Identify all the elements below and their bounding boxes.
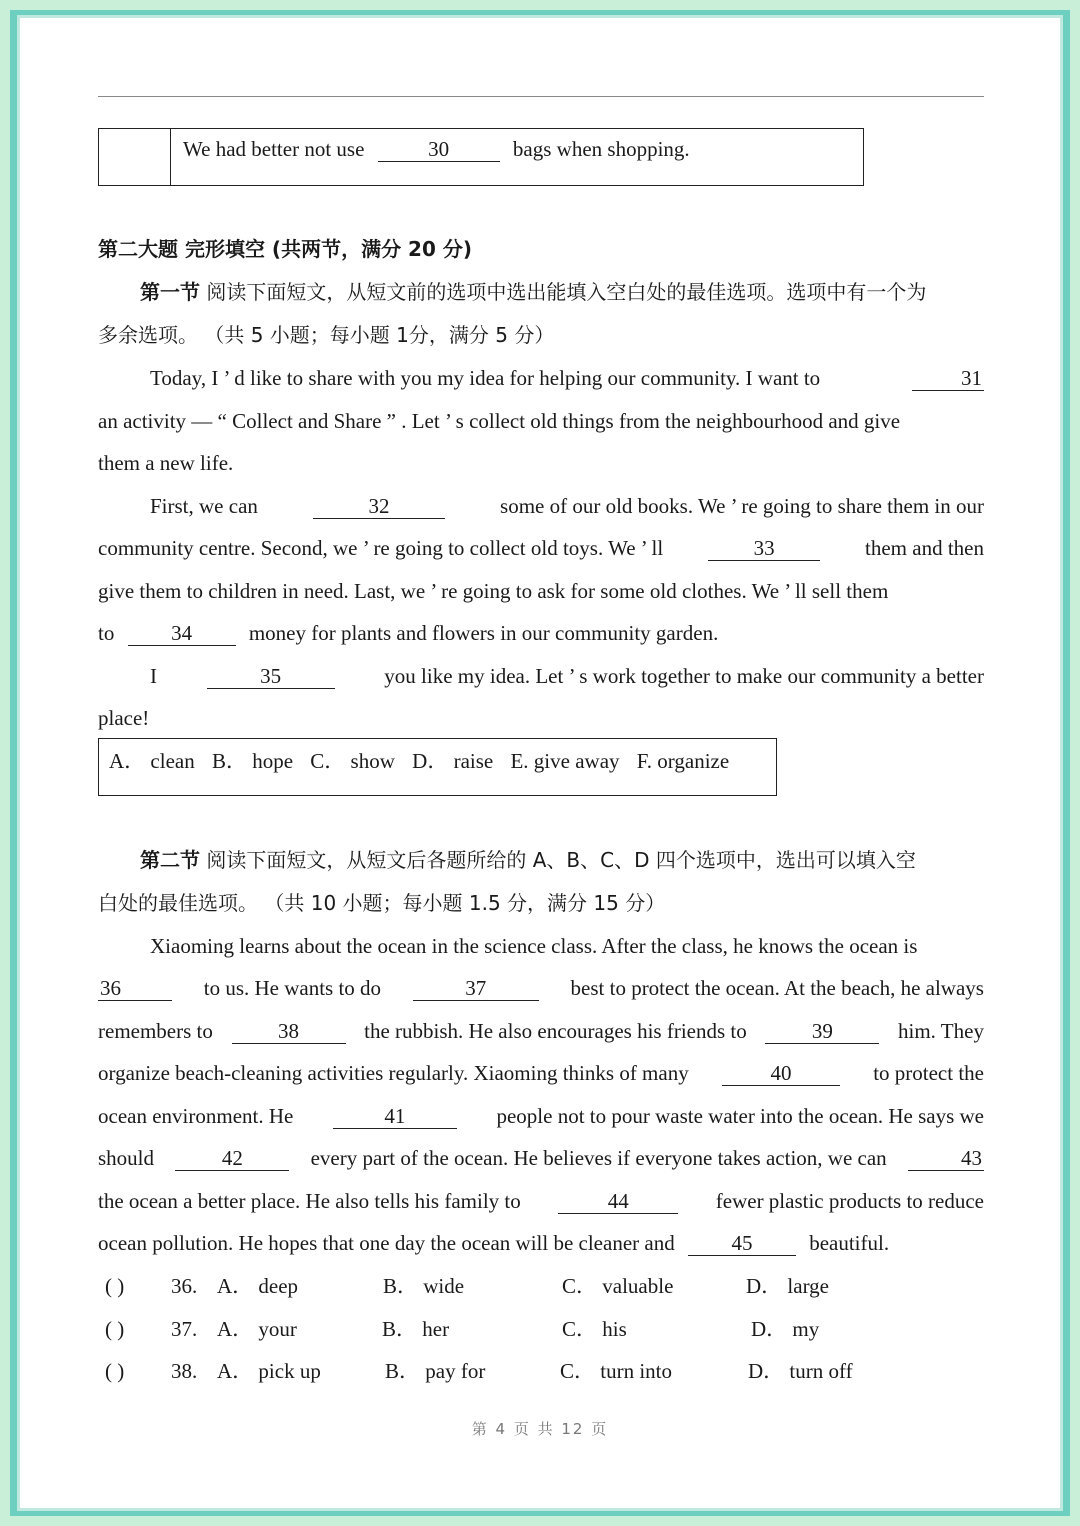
- blank-42: 42: [175, 1147, 289, 1171]
- blank-32: 32: [313, 495, 445, 519]
- top-divider: [98, 96, 984, 97]
- option-c: C． show: [310, 749, 395, 773]
- document-page: [20, 18, 1060, 1508]
- page-footer: 第 4 页 共 12 页: [471, 1420, 609, 1438]
- answer-paren-36[interactable]: ( ): [105, 1274, 125, 1298]
- passage-1-line-7: to 34 money for plants and flowers in our community garden.: [98, 621, 719, 645]
- question-30-box: [98, 128, 864, 186]
- part-2-instructions-line-2: 白处的最佳选项。 （共 10 小题；每小题 1.5 分，满分 15 分）: [98, 891, 666, 915]
- option-e: E. give away: [510, 749, 620, 773]
- passage-1-line-4: First, we can 32 some of our old books. We ’ re going to share them in our: [150, 494, 984, 518]
- question-30-text: We had better not use 30 bags when shopping.: [183, 137, 690, 161]
- word-bank-box: [98, 738, 777, 796]
- blank-38: 38: [232, 1020, 346, 1044]
- choice-37-b: B． her: [382, 1317, 450, 1341]
- answer-paren-38[interactable]: ( ): [105, 1359, 125, 1383]
- blank-35: 35: [207, 665, 335, 689]
- blank-31: 31: [912, 367, 984, 391]
- blank-43: 43: [908, 1147, 984, 1171]
- blank-41: 41: [333, 1105, 457, 1129]
- blank-33: 33: [708, 537, 820, 561]
- part-1-instructions-line-1: 第一节 阅读下面短文，从短文前的选项中选出能填入空白处的最佳选项。选项中有一个为: [140, 280, 927, 304]
- passage-1-line-6: give them to children in need. Last, we ’ re going to ask for some old clothes. We ’ ll sell them: [98, 579, 889, 603]
- choice-38-b: B． pay for: [385, 1359, 486, 1383]
- section-2-title: 第二大题 完形填空 (共两节，满分 20 分): [98, 237, 472, 261]
- blank-40: 40: [722, 1062, 840, 1086]
- passage-1-line-1: Today, I ’ d like to share with you my idea for helping our community. I want to 31: [150, 366, 982, 390]
- blank-36: 36: [98, 977, 172, 1001]
- option-a: A． clean: [109, 749, 195, 773]
- question-30-number-cell: [99, 129, 171, 185]
- passage-2-line-4: organize beach-cleaning activities regularly. Xiaoming thinks of many 40 to protect the: [98, 1061, 984, 1085]
- choice-37-c: C． his: [562, 1317, 627, 1341]
- passage-1-line-8: I 35 you like my idea. Let ’ s work together to make our community a better: [150, 664, 984, 688]
- blank-44: 44: [558, 1190, 678, 1214]
- choice-37-d: D． my: [751, 1317, 820, 1341]
- passage-1-line-9: place!: [98, 706, 150, 730]
- passage-2-line-5: ocean environment. He 41 people not to pour waste water into the ocean. He says we: [98, 1104, 984, 1128]
- passage-2-line-1: Xiaoming learns about the ocean in the science class. After the class, he knows the ocean is: [150, 934, 918, 958]
- blank-34: 34: [128, 622, 236, 646]
- passage-2-line-8: ocean pollution. He hopes that one day the ocean will be cleaner and 45 beautiful.: [98, 1231, 890, 1255]
- passage-1-line-3: them a new life.: [98, 451, 234, 475]
- passage-1-line-5: community centre. Second, we ’ re going to collect old toys. We ’ ll 33 them and then: [98, 536, 984, 560]
- question-38-row: ( ) 38. A． pick up B． pay for C． turn into D． turn off: [105, 1356, 985, 1386]
- question-36-row: ( ) 36. A． deep B． wide C． valuable D． large: [105, 1271, 985, 1301]
- passage-2-line-6: should 42 every part of the ocean. He believes if everyone takes action, we can 43: [98, 1146, 982, 1170]
- choice-38-a: A． pick up: [217, 1359, 321, 1383]
- blank-37: 37: [413, 977, 539, 1001]
- choice-37-a: A． your: [217, 1317, 297, 1341]
- blank-45: 45: [688, 1232, 796, 1256]
- choice-36-d: D． large: [746, 1274, 830, 1298]
- answer-paren-37[interactable]: ( ): [105, 1317, 125, 1341]
- passage-2-line-2: 36 to us. He wants to do 37 best to protect the ocean. At the beach, he always: [100, 976, 984, 1000]
- option-f: F. organize: [636, 749, 730, 773]
- passage-2-line-3: remembers to 38 the rubbish. He also encourages his friends to 39 him. They: [98, 1019, 984, 1043]
- part-1-instructions-line-2: 多余选项。 （共 5 小题；每小题 1分，满分 5 分）: [98, 323, 555, 347]
- choice-38-d: D． turn off: [748, 1359, 853, 1383]
- choice-36-b: B． wide: [383, 1274, 465, 1298]
- question-37-row: ( ) 37. A． your B． her C． his D． my: [105, 1314, 985, 1344]
- blank-30: 30: [378, 138, 500, 162]
- option-d: D． raise: [412, 749, 494, 773]
- blank-39: 39: [765, 1020, 879, 1044]
- choice-36-a: A． deep: [217, 1274, 299, 1298]
- part-2-instructions-line-1: 第二节 阅读下面短文，从短文后各题所给的 A、B、C、D 四个选项中，选出可以填入空: [140, 848, 916, 872]
- passage-2-line-7: the ocean a better place. He also tells his family to 44 fewer plastic products to reduce: [98, 1189, 984, 1213]
- passage-1-line-2: an activity — “ Collect and Share ” . Let ’ s collect old things from the neighbourhood and give: [98, 409, 901, 433]
- choice-36-c: C． valuable: [562, 1274, 674, 1298]
- choice-38-c: C． turn into: [560, 1359, 673, 1383]
- option-b: B． hope: [211, 749, 294, 773]
